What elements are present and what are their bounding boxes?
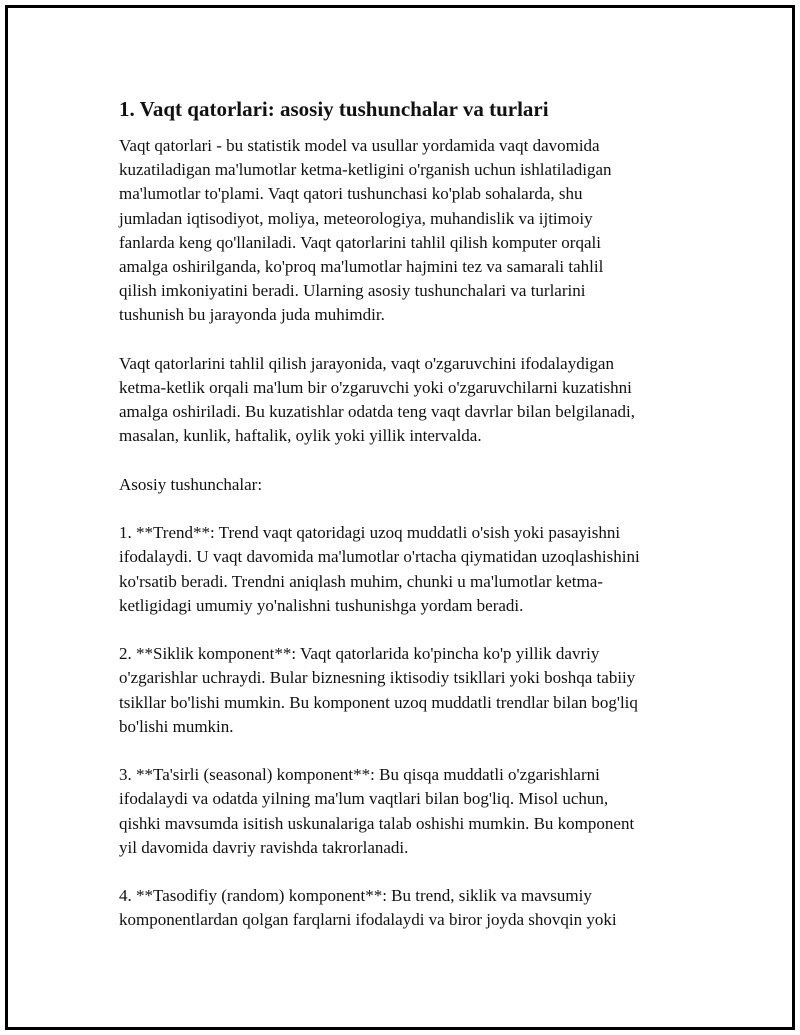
paragraph-gap: [119, 449, 699, 473]
paragraph-gap: [119, 739, 699, 763]
paragraph-analysis: Vaqt qatorlarini tahlil qilish jarayonida, vaqt o'zgaruvchini ifodalaydigan ketma-ketlik orqali ma'lum bir o'zgaruvchi yoki o'zgaruvchilarni kuzatishni amalga oshiriladi. Bu kuzatishlar odatda teng vaqt davrlar bilan belgilanadi, masalan, kunlik, haftalik, oylik yoki yillik intervalda.: [119, 353, 635, 446]
paragraph-concepts-label: Asosiy tushunchalar:: [119, 474, 263, 494]
paragraph-random: 4. **Tasodifiy (random) komponent**: Bu trend, siklik va mavsumiy komponentlardan qolgan farqlarni ifodalaydi va biror joyda shovqin yoki: [119, 886, 617, 930]
page-frame: [5, 5, 795, 1030]
paragraph-cyclic: 2. **Siklik komponent**: Vaqt qatorlarida ko'pincha ko'p yillik davriy o'zgarishlar uchraydi. Bular biznesning iktisodiy tsikllari yoki boshqa tabiiy tsikllar bo'lishi mumkin. Bu komponent uzoq muddatli trendlar bilan bog'liq bo'lishi mumkin.: [119, 644, 638, 736]
paragraph-gap: [119, 497, 699, 521]
paragraph-trend: 1. **Trend**: Trend vaqt qatoridagi uzoq muddatli o'sish yoki pasayishni ifodalaydi. U vaqt davomida ma'lumotlar o'rtacha qiymatidan uzoqlashishini ko'rsatib beradi. Trendni aniqlash muhim, chunki u ma'lumotlar ketma- ketligidagi umumiy yo'nalishni tushunishga yordam beradi.: [119, 523, 640, 615]
section-heading: 1. Vaqt qatorlari: asosiy tushunchalar va turlari: [119, 97, 549, 121]
paragraph-gap: [119, 860, 699, 884]
document-body: [119, 94, 699, 933]
paragraph-gap: [119, 618, 699, 642]
paragraph-intro: Vaqt qatorlari - bu statistik model va usullar yordamida vaqt davomida kuzatiladigan ma'lumotlar ketma-ketligini o'rganish uchun ishlatiladigan ma'lumotlar to'plami. Vaqt qatori tushunchasi ko'plab sohalarda, shu jumladan iqtisodiyot, moliya, meteorologiya, muhandislik va ijtimoiy fanlarda keng qo'llaniladi. Vaqt qatorlarini tahlil qilish komputer orqali amalga oshirilganda, ko'proq ma'lumotlar hajmini tez va samarali tahlil qilish imkoniyatini beradi. Ularning asosiy tushunchalari va turlarini tushunish bu jarayonda juda muhimdir.: [119, 136, 612, 325]
paragraph-gap: [119, 328, 699, 352]
paragraph-seasonal: 3. **Ta'sirli (seasonal) komponent**: Bu qisqa muddatli o'zgarishlarni ifodalaydi va odatda yilning ma'lum vaqtlari bilan bog'liq. Misol uchun, qishki mavsumda isitish uskunalariga talab oshishi mumkin. Bu komponent yil davomida davriy ravishda takrorlanadi.: [119, 765, 635, 857]
